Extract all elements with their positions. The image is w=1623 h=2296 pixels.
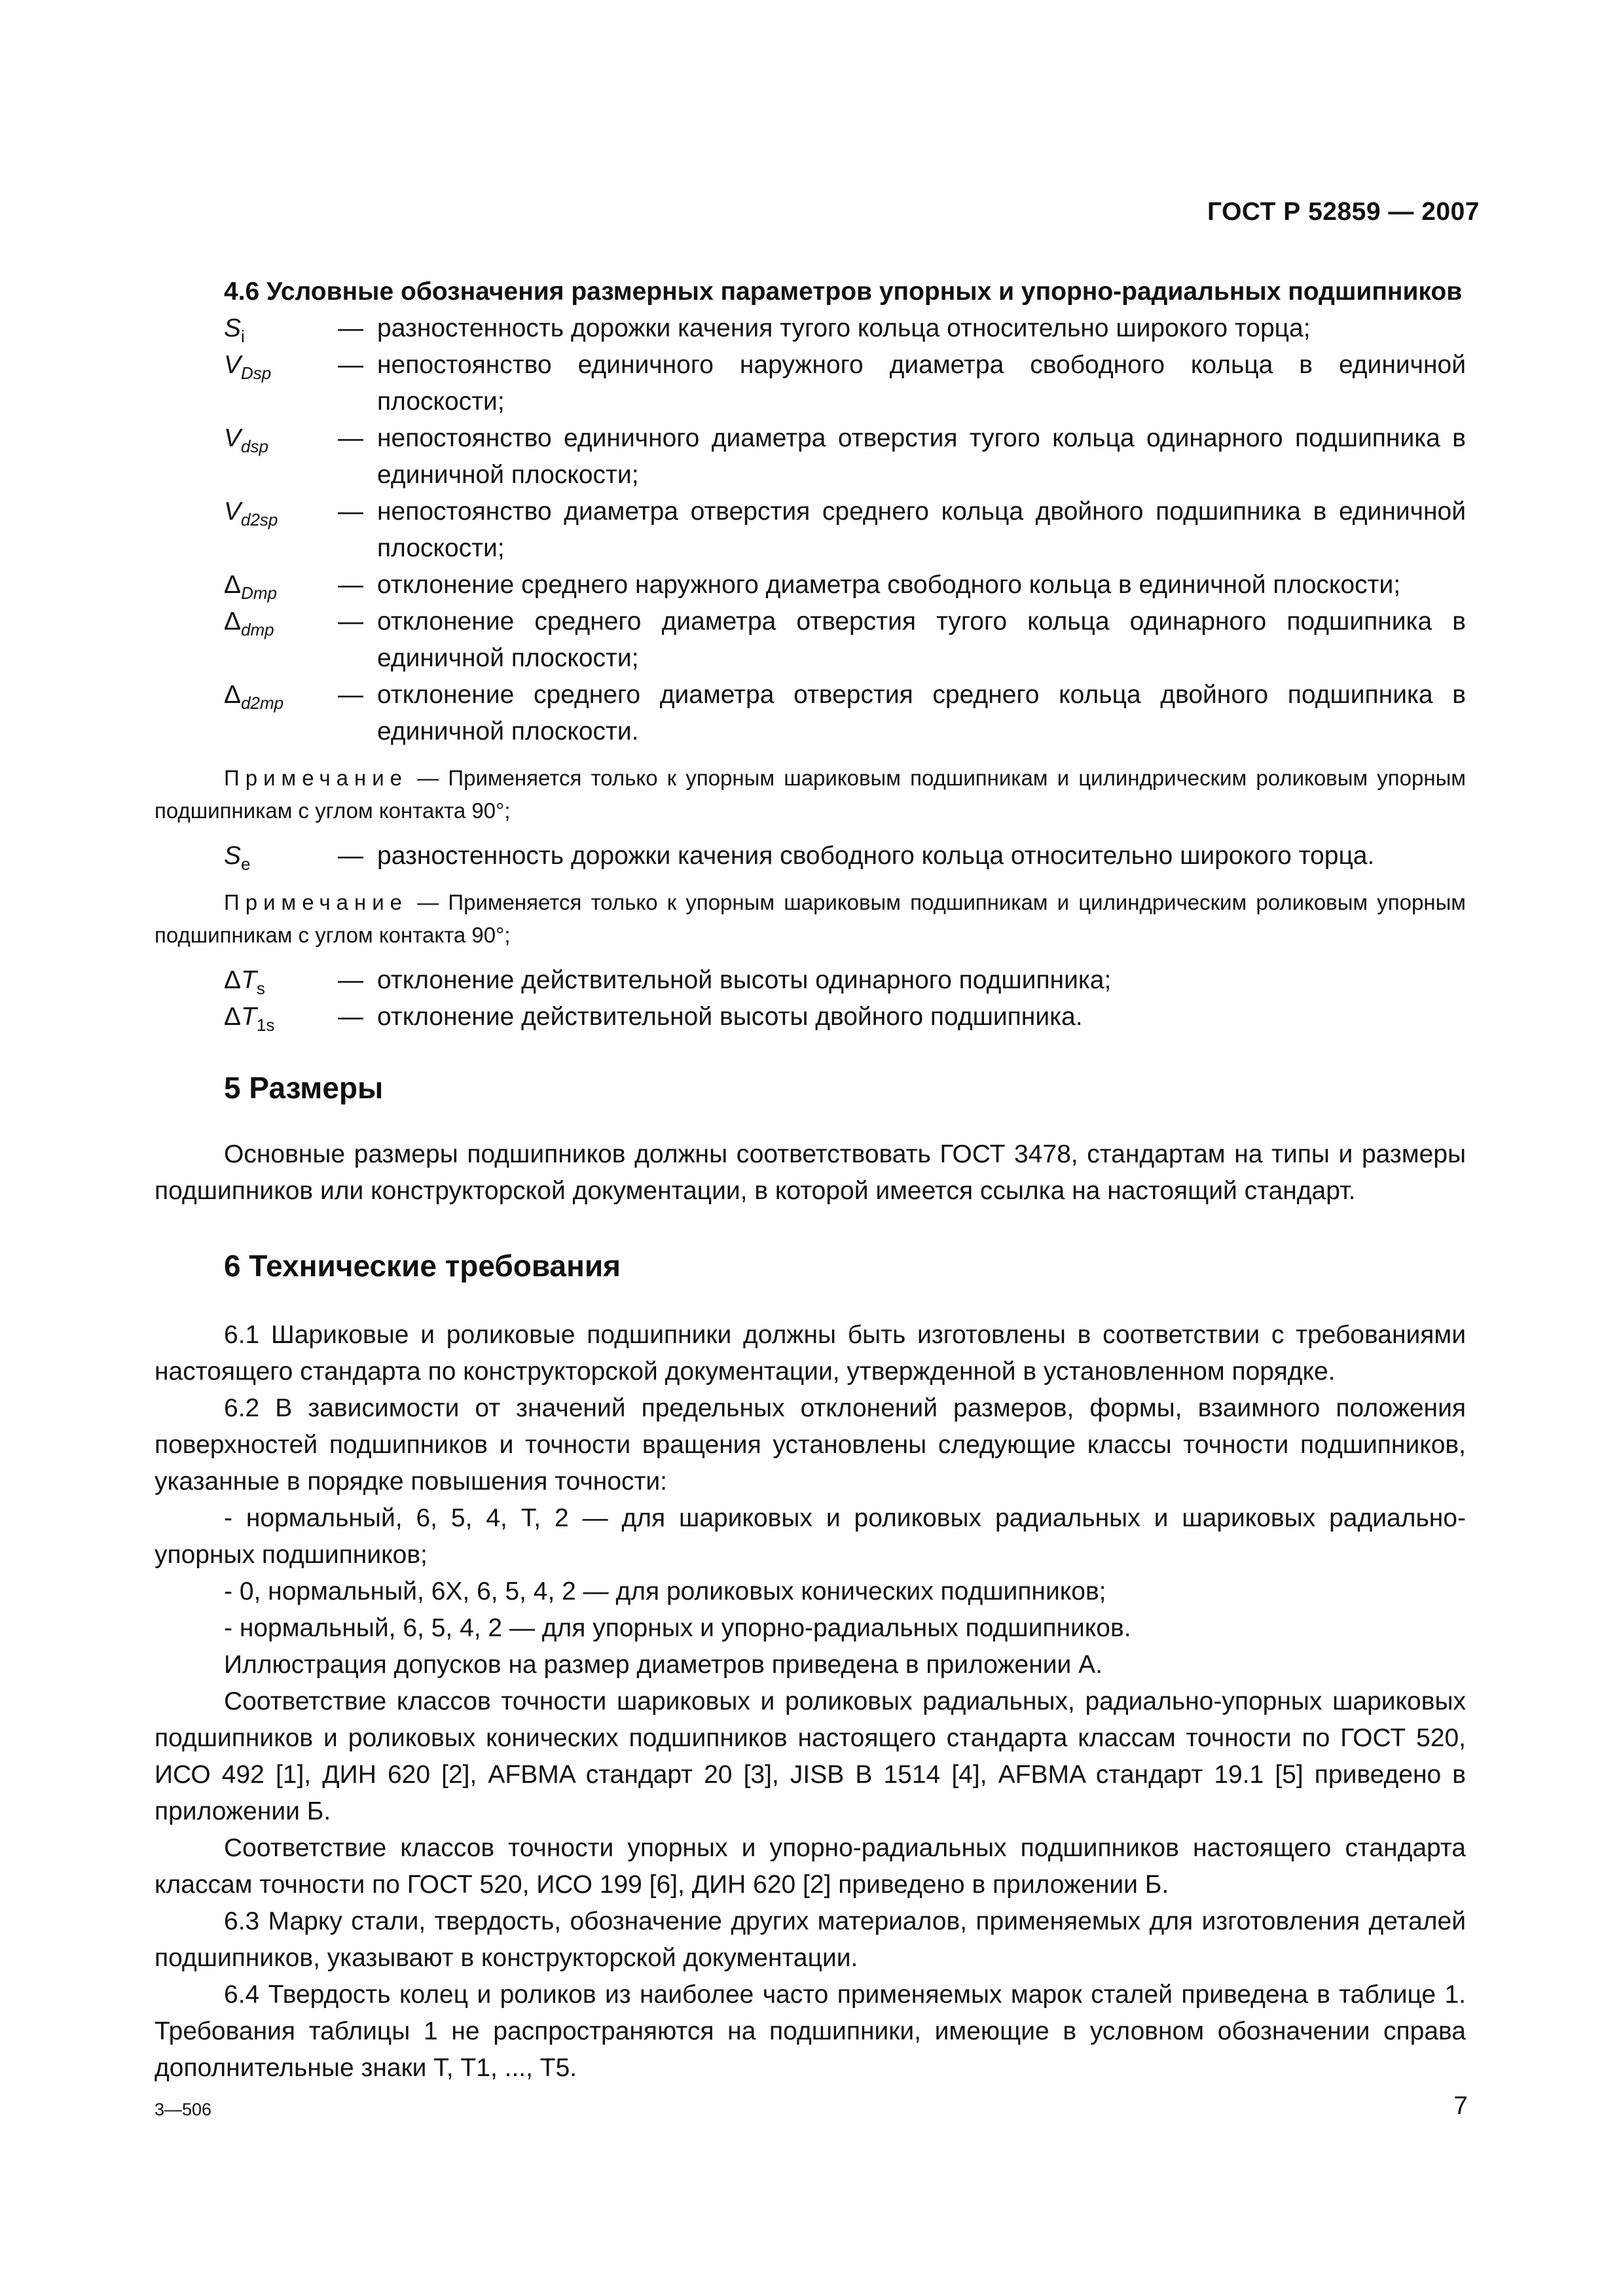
symbol: $\Delta_{d2mp}$ [224, 681, 284, 713]
definitions-list [155, 310, 1466, 750]
dash: — [338, 497, 363, 526]
symbol: $V_{d2sp}$ [224, 497, 278, 529]
definition-text: отклонение среднего диаметра отверстия среднего кольца двойного подшипника в единичной плоскости. [377, 681, 1466, 745]
dash: — [338, 1003, 363, 1031]
definition-row [155, 347, 1466, 420]
definition-row [155, 962, 1466, 999]
dash: — [338, 681, 363, 709]
symbol: $\Delta T_{1s}$ [224, 1003, 275, 1035]
dash: — [338, 966, 363, 994]
paragraph: Соответствие классов точности упорных и упорно-радиальных подшипников настоящего стандарта классам точности по ГОСТ 520, ИСО 199 [6], ДИН 620 [2] приведено в приложении Б. [155, 1834, 1466, 1899]
section-5-title: 5 Размеры [224, 1071, 384, 1105]
definition-text: отклонение действительной высоты одинарного подшипника; [377, 966, 1112, 994]
dash: — [338, 351, 363, 379]
symbol: $V_{dsp}$ [224, 424, 268, 456]
note-2 [155, 886, 1466, 952]
section-5-text: Основные размеры подшипников должны соответствовать ГОСТ 3478, стандартам на типы и размеры подшипников или конструкторской документации, в которой имеется ссылка на настоящий стандарт. [155, 1140, 1466, 1205]
definition-row [155, 999, 1466, 1035]
section-4-6-title [155, 274, 1466, 310]
note-text: — Применяется только к упорным шариковым подшипникам и цилиндрическим роликовым упорным подшипникам с углом контакта 90°; [155, 766, 1466, 823]
paragraph: 6.1 Шариковые и роликовые подшипники должны быть изготовлены в соответствии с требованиями настоящего стандарта по конструкторской документации, утвержденной в установленном порядке. [155, 1321, 1466, 1386]
paragraph: Иллюстрация допусков на размер диаметров приведена в приложении А. [224, 1651, 1103, 1679]
paragraph: Соответствие классов точности шариковых и роликовых радиальных, радиально-упорных шариковых подшипников и роликовых конических подшипников настоящего стандарта классам точности по ГОСТ 520, ИСО 492 [1], ДИН 620 [2], AFBMA стандарт 20 [3], JISB В 1514 [4], AFBMA стандарт 19.1 [5] приведено в приложении Б. [155, 1687, 1466, 1825]
definition-row [155, 677, 1466, 750]
definition-row-se [155, 838, 1466, 874]
paragraph: 6.3 Марку стали, твердость, обозначение других материалов, применяемых для изготовления деталей подшипников, указывают в конструкторской документации. [155, 1907, 1466, 1972]
dash: — [338, 607, 363, 636]
page-number: 7 [1453, 2092, 1468, 2120]
definition-row [155, 420, 1466, 493]
definition-text: непостоянство диаметра отверстия среднего кольца двойного подшипника в единичной плоскости; [377, 497, 1466, 562]
note-text: — Применяется только к упорным шариковым подшипникам и цилиндрическим роликовым упорным подшипникам с углом контакта 90°; [155, 890, 1466, 947]
definition-text: непостоянство единичного диаметра отверстия тугого кольца одинарного подшипника в единичной плоскости; [377, 424, 1466, 489]
symbol: $\Delta T_s$ [224, 966, 265, 998]
symbol: $V_{Dsp}$ [224, 351, 272, 383]
symbol: $S_i$ [224, 314, 245, 346]
dash: — [338, 842, 363, 870]
dash: — [338, 571, 363, 599]
dash: — [338, 424, 363, 452]
section-4-6-title-text: 4.6 Условные обозначения размерных параметров упорных и упорно-радиальных подшипников [224, 278, 1463, 306]
list-item: - нормальный, 6, 5, 4, 2 — для упорных и упорно-радиальных подшипников. [224, 1614, 1131, 1642]
definition-row [155, 310, 1466, 347]
document-id-header: ГОСТ Р 52859 — 2007 [1207, 198, 1480, 226]
section-6-title: 6 Технические требования [224, 1249, 621, 1283]
note-1 [155, 762, 1466, 827]
dash: — [338, 314, 363, 342]
paragraph: 6.2 В зависимости от значений предельных отклонений размеров, формы, взаимного положения поверхностей подшипников и точности вращения установлены следующие классы точности подшипников, указанные в порядке повышения точности: [155, 1394, 1466, 1496]
note-lead: Примечание [224, 890, 409, 914]
paragraph: 6.4 Твердость колец и роликов из наиболее часто применяемых марок сталей приведена в таблице 1. Требования таблицы 1 не распространяются на подшипники, имеющие в условном обозначении справа дополнительные знаки Т, Т1, ..., Т5. [155, 1981, 1466, 2082]
definition-text: отклонение среднего диаметра отверстия тугого кольца одинарного подшипника в единичной плоскости; [377, 607, 1466, 672]
definition-text: непостоянство единичного наружного диаметра свободного кольца в единичной плоскости; [377, 351, 1466, 416]
definition-text: разностенность дорожки качения свободного кольца относительно широкого торца. [377, 842, 1375, 870]
definition-row [155, 603, 1466, 677]
list-item: - нормальный, 6, 5, 4, Т, 2 — для шариковых и роликовых радиальных и шариковых радиально-упорных подшипников; [155, 1504, 1466, 1569]
definition-row [155, 493, 1466, 567]
page-content [155, 274, 1466, 2087]
symbol: $S_e$ [224, 842, 251, 874]
definition-text: отклонение среднего наружного диаметра свободного кольца в единичной плоскости; [377, 571, 1401, 599]
symbol: $\Delta_{dmp}$ [224, 607, 274, 639]
print-code: 3—506 [155, 2100, 212, 2119]
definition-row [155, 567, 1466, 603]
definition-text: разностенность дорожки качения тугого кольца относительно широкого торца; [377, 314, 1311, 342]
definition-text: отклонение действительной высоты двойного подшипника. [377, 1003, 1083, 1031]
list-item: - 0, нормальный, 6Х, 6, 5, 4, 2 — для роликовых конических подшипников; [224, 1577, 1106, 1605]
symbol: $\Delta_{Dmp}$ [224, 571, 277, 603]
note-lead: Примечание [224, 766, 409, 790]
